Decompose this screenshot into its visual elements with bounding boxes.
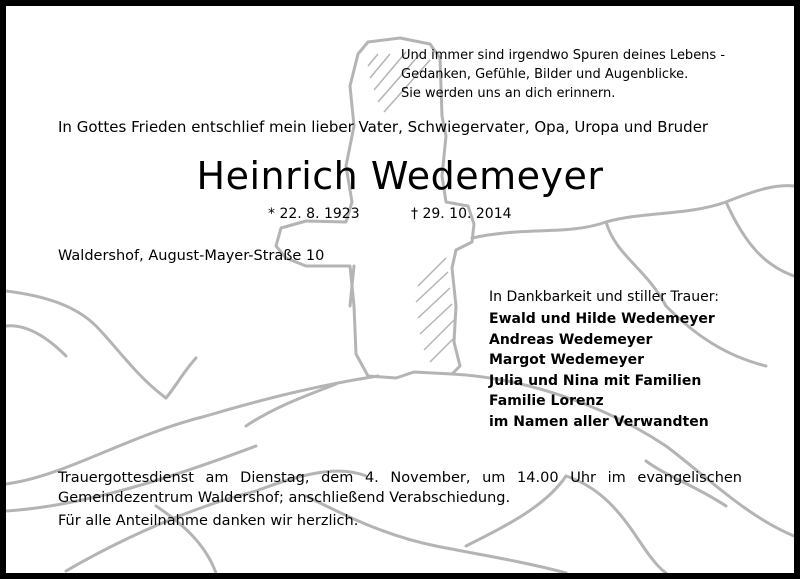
mourner-entry: im Namen aller Verwandten <box>489 413 709 430</box>
poem-line: Und immer sind irgendwo Spuren deines Lebens - <box>401 48 726 63</box>
mourner-entry: Julia und Nina mit Familien <box>489 372 702 389</box>
mourner-entry: Andreas Wedemeyer <box>489 331 653 348</box>
mourner-entry: Familie Lorenz <box>489 393 604 409</box>
funeral-service-info: Trauergottesdienst am Dienstag, dem 4. November, um 14.00 Uhr im evangelischen Gemeindezentrum Waldershof; anschließend Verabschiedung. <box>58 470 742 506</box>
thanks-note: Für alle Anteilnahme danken wir herzlich. <box>58 513 359 529</box>
mourners-list <box>489 309 715 432</box>
death-announcement: In Gottes Frieden entschlief mein lieber Vater, Schwiegervater, Opa, Uropa und Bruder <box>58 118 709 136</box>
mourner-entry: Ewald und Hilde Wedemeyer <box>489 311 715 327</box>
memorial-poem <box>401 46 725 103</box>
deceased-name: Heinrich Wedemeyer <box>196 154 604 198</box>
poem-line: Sie werden uns an dich erinnern. <box>401 86 616 101</box>
poem-line: Gedanken, Gefühle, Bilder und Augenblicke. <box>401 67 689 82</box>
mourner-entry: Margot Wedemeyer <box>489 352 645 368</box>
death-date: † 29. 10. 2014 <box>411 206 512 222</box>
mourning-intro: In Dankbarkeit und stiller Trauer: <box>489 289 719 305</box>
birth-date: * 22. 8. 1923 <box>268 206 360 222</box>
residence-address: Waldershof, August-Mayer-Straße 10 <box>58 248 325 264</box>
